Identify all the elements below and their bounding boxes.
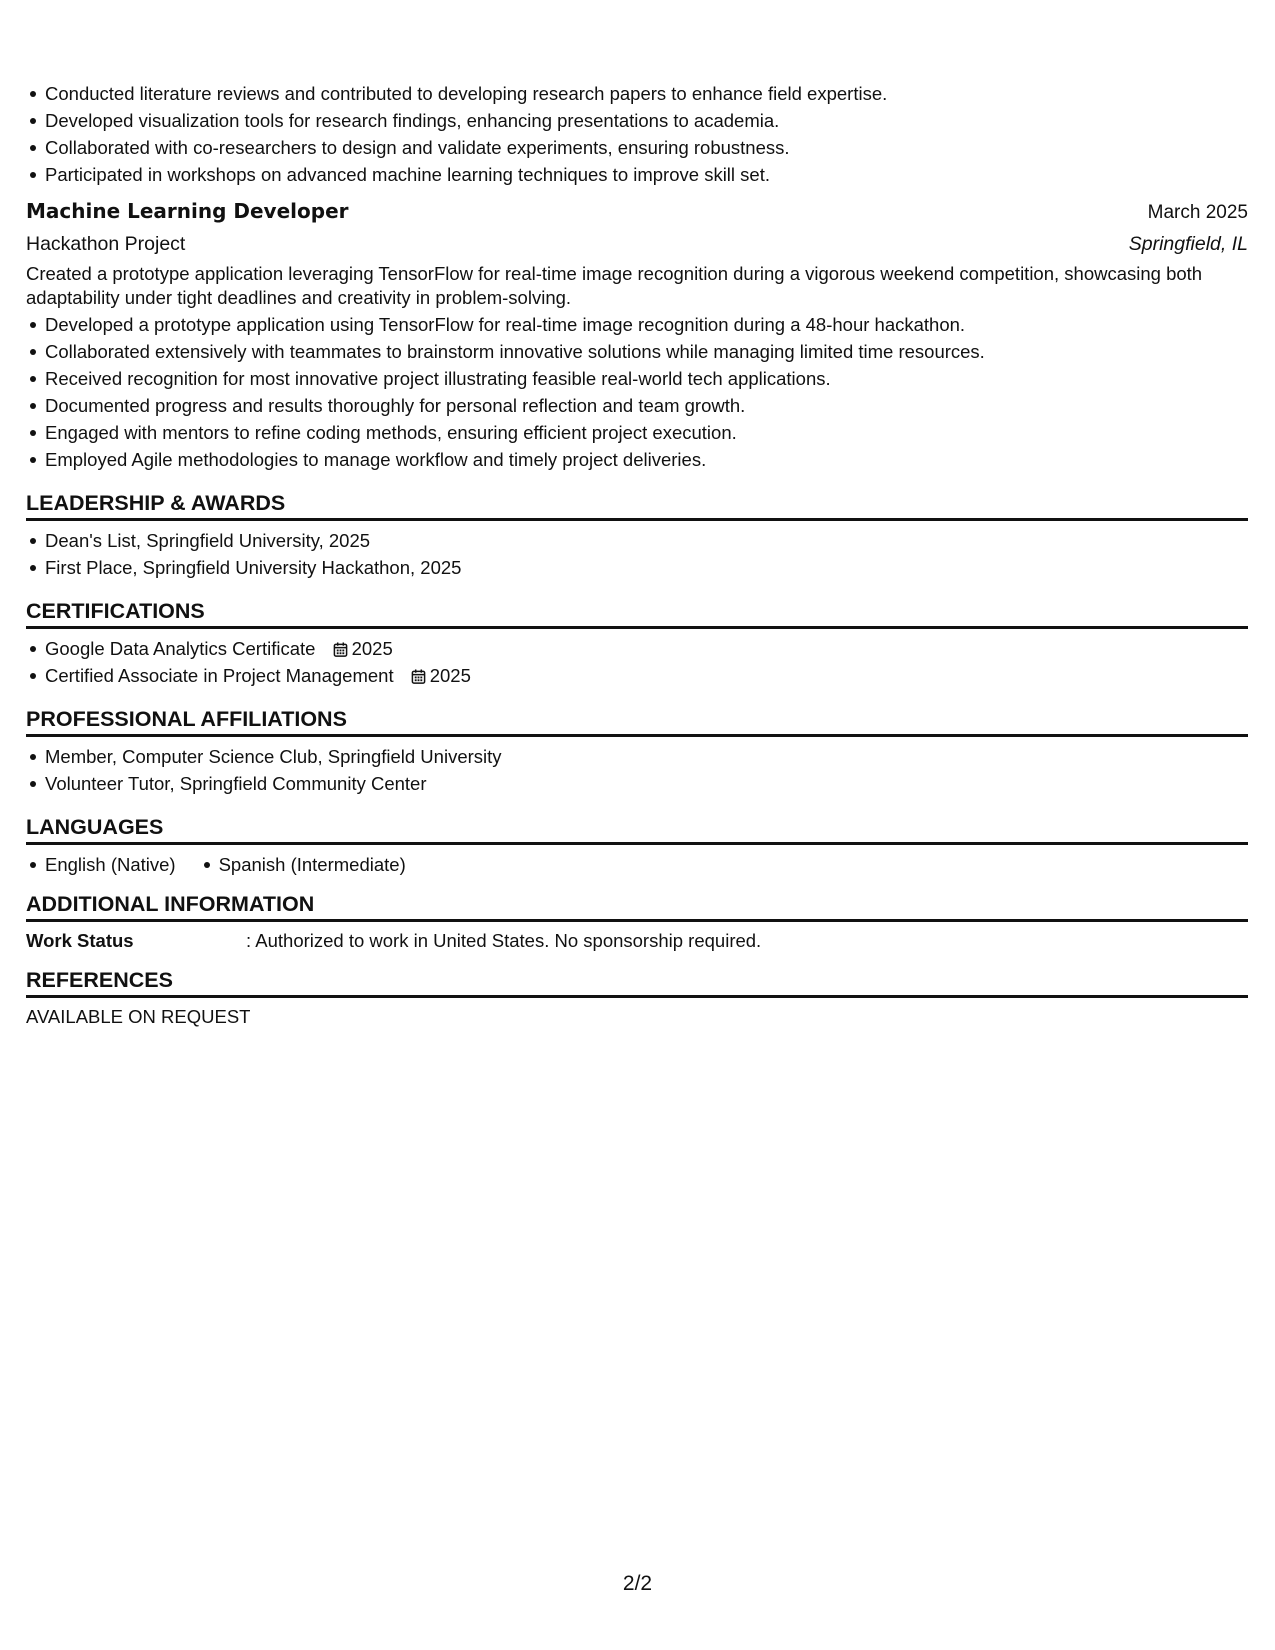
job-bullets — [26, 311, 1248, 473]
page-number: 2/2 — [622, 1572, 653, 1595]
bullet-item: Engaged with mentors to refine coding methods, ensuring efficient project execution. — [26, 419, 1248, 446]
certification-item — [26, 662, 1248, 689]
job-entry — [26, 196, 1248, 473]
affiliations-list — [26, 743, 1248, 797]
section-heading: ADDITIONAL INFORMATION — [26, 890, 1248, 922]
bullet-item: Documented progress and results thoroughly for personal reflection and team growth. — [26, 392, 1248, 419]
certifications-section — [26, 597, 1248, 689]
affiliations-section — [26, 705, 1248, 797]
bullet-item: Developed visualization tools for research findings, enhancing presentations to academia. — [26, 107, 1248, 134]
job-subheader — [26, 228, 1248, 260]
calendar-icon — [333, 642, 348, 657]
resume-page — [26, 80, 1248, 1030]
award-item: First Place, Springfield University Hackathon, 2025 — [26, 554, 1248, 581]
bullet-item: Developed a prototype application using TensorFlow for real-time image recognition during a 48-hour hackathon. — [26, 311, 1248, 338]
leadership-section — [26, 489, 1248, 581]
section-heading: PROFESSIONAL AFFILIATIONS — [26, 705, 1248, 737]
bullet-item: Employed Agile methodologies to manage workflow and timely project deliveries. — [26, 446, 1248, 473]
work-status-value: : Authorized to work in United States. No sponsorship required. — [246, 930, 762, 951]
previous-job-bullets — [26, 80, 1248, 188]
bullet-item: Received recognition for most innovative project illustrating feasible real-world tech applications. — [26, 365, 1248, 392]
bullet-item: Collaborated extensively with teammates to brainstorm innovative solutions while managing limited time resources. — [26, 338, 1248, 365]
work-status-row — [26, 928, 1248, 954]
language-item: Spanish (Intermediate) — [200, 851, 406, 878]
job-description: Created a prototype application leveraging TensorFlow for real-time image recognition during a vigorous weekend competition, showcasing both adaptability under tight deadlines and creativity in problem-solving. — [26, 263, 1203, 308]
section-heading: REFERENCES — [26, 966, 1248, 998]
job-organization: Hackathon Project — [26, 233, 186, 255]
job-location: Springfield, IL — [1128, 233, 1248, 255]
section-heading: LEADERSHIP & AWARDS — [26, 489, 1248, 521]
job-date: March 2025 — [1147, 202, 1248, 223]
work-status-label: Work Status — [26, 930, 134, 951]
references-section — [26, 966, 1248, 1030]
affiliation-item: Volunteer Tutor, Springfield Community Center — [26, 770, 1248, 797]
job-header — [26, 196, 1248, 228]
bullet-item: Collaborated with co-researchers to design and validate experiments, ensuring robustness. — [26, 134, 1248, 161]
additional-info-section — [26, 890, 1248, 954]
section-heading: LANGUAGES — [26, 813, 1248, 845]
calendar-icon — [411, 669, 426, 684]
certification-name: Certified Associate in Project Management — [45, 665, 394, 686]
certification-item — [26, 635, 1248, 662]
references-text: AVAILABLE ON REQUEST — [26, 1006, 251, 1027]
languages-section — [26, 813, 1248, 878]
certification-year: 2025 — [429, 665, 471, 686]
language-item: English (Native) — [26, 851, 176, 878]
bullet-item: Conducted literature reviews and contributed to developing research papers to enhance field expertise. — [26, 80, 1248, 107]
certification-year: 2025 — [351, 638, 393, 659]
languages-list — [26, 851, 1248, 878]
section-heading: CERTIFICATIONS — [26, 597, 1248, 629]
certifications-list — [26, 635, 1248, 689]
affiliation-item: Member, Computer Science Club, Springfield University — [26, 743, 1248, 770]
bullet-item: Participated in workshops on advanced machine learning techniques to improve skill set. — [26, 161, 1248, 188]
certification-name: Google Data Analytics Certificate — [45, 638, 316, 659]
job-title: Machine Learning Developer — [26, 199, 349, 223]
leadership-list — [26, 527, 1248, 581]
award-item: Dean's List, Springfield University, 2025 — [26, 527, 1248, 554]
